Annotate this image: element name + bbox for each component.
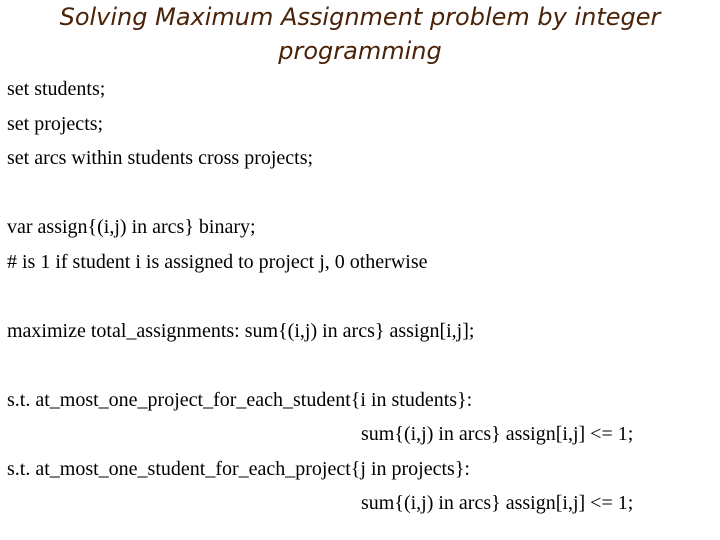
code-line-set-projects: set projects;: [7, 112, 104, 135]
title-line-2: programming: [278, 37, 442, 65]
ampl-model-code: [7, 72, 717, 521]
code-line-constraint1-body: sum{(i,j) in arcs} assign[i,j] <= 1;: [361, 423, 634, 445]
code-line-objective: maximize total_assignments: sum{(i,j) in arcs} assign[i,j];: [7, 319, 475, 342]
title-line-1: Solving Maximum Assignment problem by integer: [59, 3, 661, 31]
code-blank-line: [7, 348, 717, 383]
code-line-set-students: set students;: [7, 78, 106, 100]
code-line-constraint2-head: s.t. at_most_one_student_for_each_project{j in projects}:: [7, 457, 470, 480]
code-blank-line: [7, 176, 717, 211]
code-line-var-assign: var assign{(i,j) in arcs} binary;: [7, 216, 256, 238]
code-blank-line: [7, 279, 717, 314]
code-line-constraint1-head: s.t. at_most_one_project_for_each_student{i in students}:: [7, 388, 473, 411]
slide-title: [0, 0, 720, 68]
code-line-set-arcs: set arcs within students cross projects;: [7, 147, 314, 169]
code-line-comment: # is 1 if student i is assigned to project j, 0 otherwise: [7, 250, 428, 273]
code-line-constraint2-body: sum{(i,j) in arcs} assign[i,j] <= 1;: [361, 492, 634, 514]
